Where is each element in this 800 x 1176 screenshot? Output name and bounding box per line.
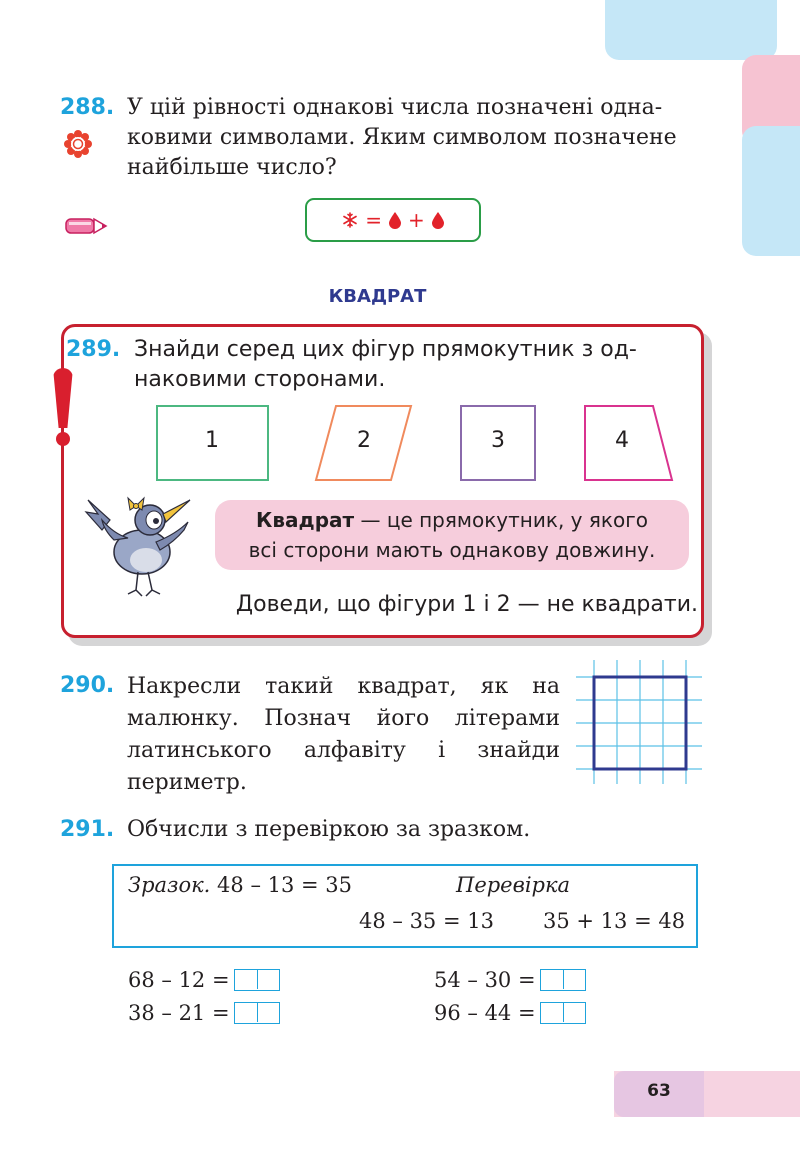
drop-icon [389,212,401,229]
task-row [434,968,586,992]
exercise-291-text: Обчисли з перевіркою за зразком. [127,817,531,842]
task-expression: 38 – 21 = [128,1001,230,1025]
pencil-icon [64,216,108,236]
exercise-288-line-3: найбільше число? [127,155,337,180]
task-expression: 68 – 12 = [128,968,230,992]
answer-box[interactable] [540,969,586,991]
side-tab-blue [742,126,800,256]
exercise-290-line-1: Накресли такий квадрат, як на [127,674,560,699]
definition-term: Квадрат [256,508,355,532]
snowflake-icon [342,212,358,228]
square-on-grid [576,660,702,784]
task-row [128,1001,280,1025]
sample-row [128,873,352,897]
exercise-290-line-3: латинського алфавіту і знайди [127,738,560,763]
equation-box [305,198,481,242]
exercise-289-line-1: Знайди серед цих фігур прямокутник з од- [134,337,637,362]
flower-icon [64,130,92,158]
task-row [128,968,280,992]
plus-sign: + [408,208,425,232]
task-row [434,1001,586,1025]
exercise-290-text [127,671,560,799]
exercise-290-line-2: малюнку. Познач його літерами [127,706,560,731]
corner-tab-blue [605,0,777,60]
exercise-288-line-2: ковими символами. Яким символом позначене [127,125,677,150]
check-label: Перевірка [456,873,571,897]
exclamation-dot [56,432,70,446]
exercise-289-line-2: наковими сторонами. [134,367,386,392]
figure-2-label: 2 [357,428,371,453]
figure-4-label: 4 [615,428,629,453]
prove-task-text: Доведи, що фігури 1 і 2 — не квадрати. [235,592,698,617]
exercise-288-line-1: У цій рівності однакові числа позначені одна- [127,95,663,120]
drop-icon [432,212,444,229]
exercise-288-number: 288. [60,95,115,120]
exercise-288-text [127,93,717,183]
section-title: КВАДРАТ [328,286,427,307]
task-expression: 54 – 30 = [434,968,536,992]
check-expression-1: 48 – 35 = 13 [359,909,494,933]
exercise-291-number: 291. [60,817,115,842]
sample-expression: 48 – 13 = 35 [217,873,353,897]
exercise-290-number: 290. [60,673,115,698]
equals-sign: = [365,208,382,232]
exercise-290-line-4: периметр. [127,770,247,795]
page-number: 63 [647,1081,671,1101]
figure-1-label: 1 [205,428,219,453]
figure-3-label: 3 [491,428,505,453]
answer-box[interactable] [234,1002,280,1024]
task-expression: 96 – 44 = [434,1001,536,1025]
definition-text [215,505,689,565]
answer-box[interactable] [540,1002,586,1024]
check-expression-2: 35 + 13 = 48 [543,909,686,933]
bird-illustration [84,490,194,602]
exercise-289-number: 289. [66,337,121,362]
definition-line-2: всі сторони мають однакову довжину. [248,538,656,562]
sample-label: Зразок. [128,873,211,897]
definition-line-1: — це прямокутник, у якого [354,508,648,532]
answer-box[interactable] [234,969,280,991]
exercise-289-text [134,335,694,395]
